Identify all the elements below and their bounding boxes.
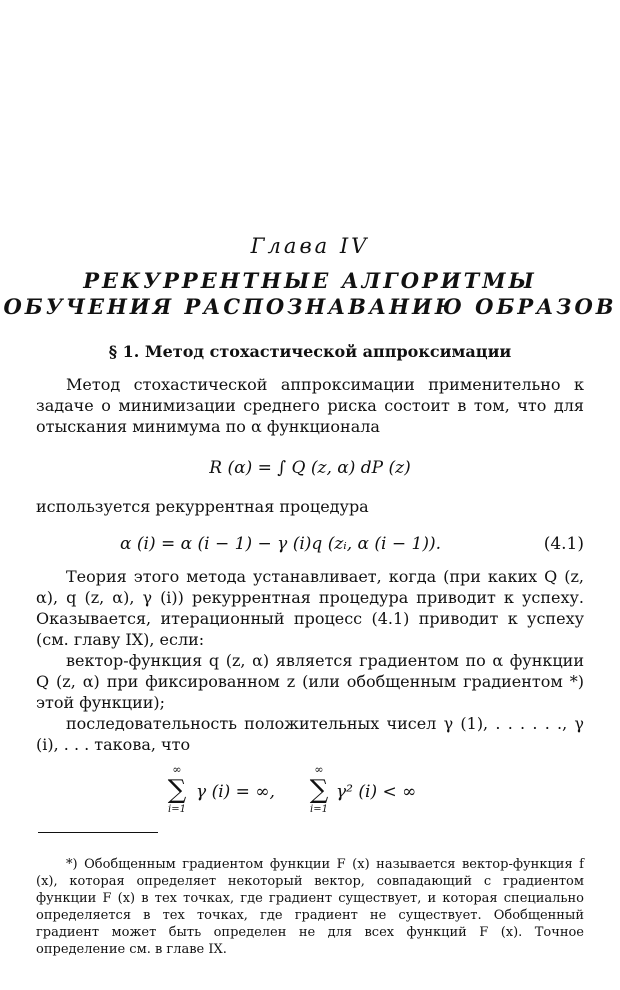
paragraph-procedure: используется рекуррентная процедура xyxy=(36,497,369,516)
chapter-title-line-2: ОБУЧЕНИЯ РАСПОЗНАВАНИЮ ОБРАЗОВ xyxy=(3,294,617,319)
chapter-heading: Глава IV xyxy=(250,234,370,258)
sum-upper-limit: ∞ xyxy=(172,763,182,776)
section-heading: § 1. Метод стохастической аппроксимации xyxy=(108,342,512,361)
sum-lower-limit: i=1 xyxy=(168,804,186,815)
paragraph-intro: Метод стохастической аппроксимации применительно к задаче о минимизации среднего риска состоит в том, что для отыскания минимума по α функционала xyxy=(36,375,584,436)
sum-sign-1 xyxy=(164,764,190,816)
sum-lower-limit: i=1 xyxy=(310,804,328,815)
sum-sign-2 xyxy=(306,764,332,816)
sum-upper-limit: ∞ xyxy=(314,763,324,776)
equation-number: (4.1) xyxy=(543,534,584,554)
sum-expression-2: γ² (i) < ∞ xyxy=(336,782,417,802)
formula-series-conditions xyxy=(164,764,484,826)
chapter-title-line-1: РЕКУРРЕНТНЫЕ АЛГОРИТМЫ xyxy=(83,268,537,293)
footnote-separator xyxy=(38,832,158,833)
paragraph-condition-sequence: последовательность положительных чисел γ (1), . . . . . ., γ (i), . . . такова, что xyxy=(36,714,584,754)
paragraph-condition-gradient: вектор-функция q (z, α) является градиентом по α функции Q (z, α) при фиксированном z (или обобщенным градиентом *) этой функции); xyxy=(36,651,584,712)
sigma-symbol: ∑ xyxy=(167,775,187,805)
sigma-symbol: ∑ xyxy=(309,775,329,805)
formula-risk-functional: R (α) = ∫ Q (z, α) dP (z) xyxy=(209,458,411,478)
formula-recurrent-procedure: α (i) = α (i − 1) − γ (i)q (zᵢ, α (i − 1)). xyxy=(120,534,441,554)
footnote: *) Обобщенным градиентом функции F (x) называется вектор-функция f (x), которая определяет некоторый вектор, совпадающий с градиентом функции F (x) в тех точках, где градиент существует, и которая специально определяется в тех точках, где градиент не существует. Обобщенный градиент может быть определен не для всех функций F (x). Точное определение см. в главе IX. xyxy=(36,857,584,957)
sum-expression-1: γ (i) = ∞, xyxy=(196,782,275,802)
paragraph-theory: Теория этого метода устанавливает, когда (при каких Q (z, α), q (z, α), γ (i)) рекуррентная процедура приводит к успеху. Оказывается, итерационный процесс (4.1) приводит к успеху (см. главу IX), если: xyxy=(36,567,584,649)
